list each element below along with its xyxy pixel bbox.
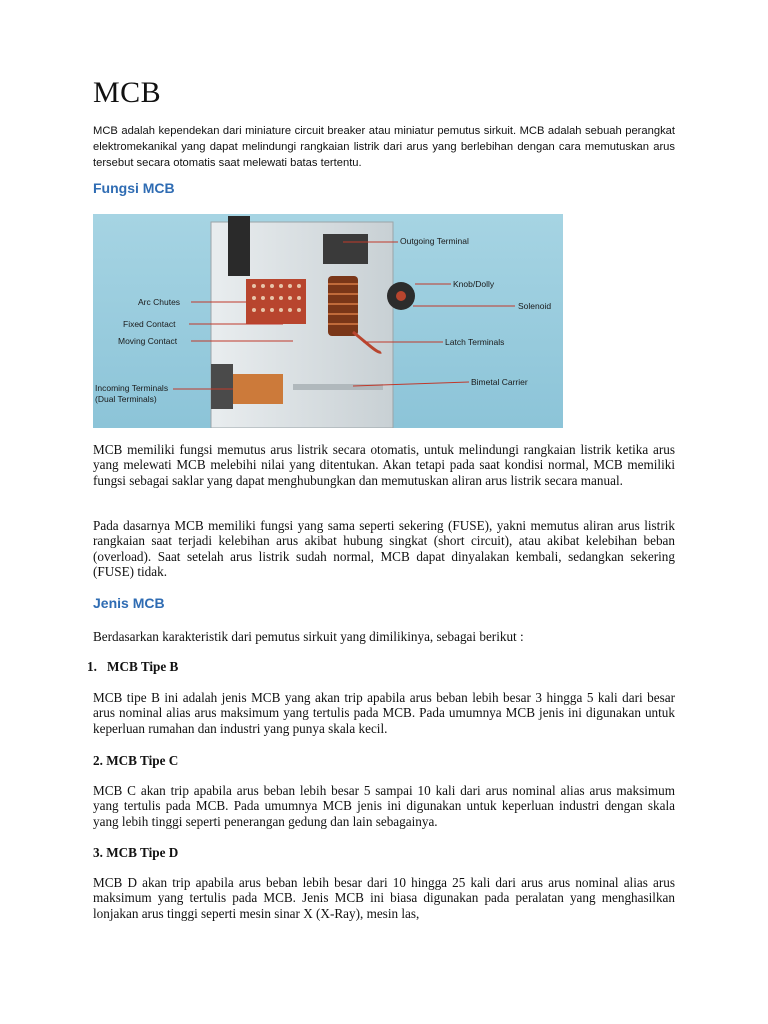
list-number: 1. <box>87 659 97 674</box>
label-knob-dolly: Knob/Dolly <box>453 279 495 289</box>
label-incoming-terminals: Incoming Terminals <box>95 383 169 393</box>
intro-paragraph: MCB adalah kependekan dari miniature circuit breaker atau miniatur pemutus sirkuit. MCB adalah sebuah perangkat elektromekanikal yang dapat melindungi rangkaian listrik dari arus yang berlebihan dengan cara memutuskan arus tersebut secara otomatis saat melewati batas tertentu. <box>93 125 675 170</box>
tipe-c-paragraph: MCB C akan trip apabila arus beban lebih besar 5 sampai 10 kali dari arus nominal alias arus maksimum yang tertulis pada MCB. Pada umumnya MCB jenis ini digunakan untuk keperluan industri dengan skala yang lebih tinggi seperti penerangan gedung dan lain sebagainya. <box>93 783 675 829</box>
label-moving-contact: Moving Contact <box>118 336 178 346</box>
tipe-b-paragraph: MCB tipe B ini adalah jenis MCB yang akan trip apabila arus beban lebih besar 3 hingga 5 kali dari besar arus nominal alias arus maksimum yang tertulis pada MCB. Pada umumnya MCB jenis ini digunakan untuk keperluan rumahan dan industri yang punya skala kecil. <box>93 690 675 736</box>
mcb-diagram <box>93 214 563 428</box>
label-solenoid: Solenoid <box>518 301 552 311</box>
heading-tipe-b <box>87 659 179 675</box>
label-latch-terminals: Latch Terminals <box>445 337 505 347</box>
jenis-intro: Berdasarkan karakteristik dari pemutus sirkuit yang dimilikinya, sebagai berikut : <box>93 629 524 644</box>
fungsi-paragraph-1: MCB memiliki fungsi memutus arus listrik secara otomatis, untuk melindungi rangkaian listrik ketika arus yang melewati MCB melebihi nilai yang ditentukan. Akan tetapi pada saat kondisi normal, MCB memiliki fungsi sebagai saklar yang dapat menghubungkan dan memutuskan aliran arus listrik secara manual. <box>93 442 675 488</box>
heading-tipe-c: 2. MCB Tipe C <box>93 753 179 768</box>
label-dual-terminals: (Dual Terminals) <box>95 394 157 404</box>
section-heading-fungsi: Fungsi MCB <box>93 180 175 196</box>
label-fixed-contact: Fixed Contact <box>123 319 176 329</box>
label-arc-chutes: Arc Chutes <box>138 297 181 307</box>
label-outgoing-terminal: Outgoing Terminal <box>400 236 469 246</box>
label-bimetal-carrier: Bimetal Carrier <box>471 377 528 387</box>
tipe-d-paragraph: MCB D akan trip apabila arus beban lebih besar dari 10 hingga 25 kali dari arus arus nominal alias arus maksimum yang tertulis pada MCB. Jenis MCB ini biasa digunakan pada peralatan yang menghasilkan lonjakan arus tinggi seperti mesin sinar X (X-Ray), mesin las, <box>93 875 675 921</box>
page-title: MCB <box>93 76 162 109</box>
heading-tipe-d: 3. MCB Tipe D <box>93 845 179 860</box>
section-heading-jenis: Jenis MCB <box>93 595 165 611</box>
fungsi-paragraph-2: Pada dasarnya MCB memiliki fungsi yang sama seperti sekering (FUSE), yakni memutus aliran arus listrik rangkaian saat terjadi kelebihan arus akibat hubung singkat (short circuit), atau akibat kelebihan beban (overload). Saat setelah arus listrik sudah normal, MCB dapat dinyalakan kembali, sedangkan sekering (FUSE) tidak. <box>93 518 675 580</box>
heading-tipe-b-text: MCB Tipe B <box>107 659 179 674</box>
